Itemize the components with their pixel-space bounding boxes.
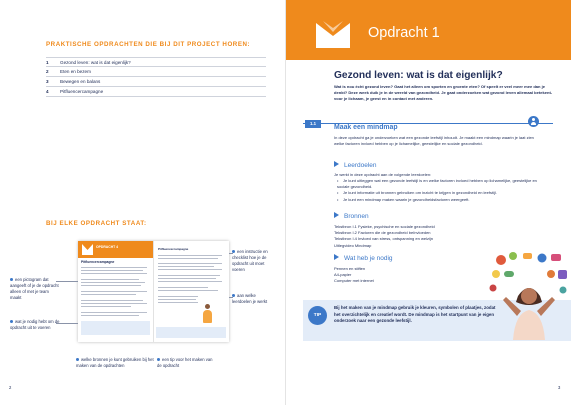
annotation-leader-line — [229, 297, 233, 298]
play-triangle-icon — [334, 212, 339, 218]
task-row — [46, 67, 266, 77]
nodig-list — [334, 266, 374, 285]
annotation-leader-line — [56, 281, 78, 282]
task-label: Pitfluencercampagne — [60, 89, 104, 94]
list-item: Uitlegvideo Mindmap — [334, 242, 372, 248]
bronnen-heading: Bronnen — [334, 212, 369, 220]
page-number: 3 — [558, 385, 561, 390]
list-item: Computer met internet — [334, 278, 374, 284]
mini-text-line — [81, 312, 147, 313]
task-number: 2 — [46, 69, 49, 74]
mini-text-line — [81, 300, 143, 301]
mini-text-line — [81, 315, 139, 316]
nodig-heading: Wat heb je nodig — [334, 254, 393, 262]
mini-text-line — [81, 294, 136, 295]
mini-gutter — [153, 241, 154, 342]
bronnen-list — [334, 224, 435, 249]
mini-text-line — [158, 299, 196, 300]
task-number: 1 — [46, 59, 49, 65]
play-triangle-icon — [334, 161, 339, 167]
task-number: 4 — [46, 89, 49, 94]
user-icon — [528, 116, 539, 127]
play-triangle-icon — [334, 254, 339, 260]
mini-text-line — [81, 267, 147, 268]
mini-text-line — [158, 263, 222, 264]
task-label: Bewegen en balans — [60, 79, 101, 84]
tip-text: Bij het maken van je mindmap gebruik je kleuren, symbolen of plaatjes, zodat het overzichtelijk en creatief wordt. De mindmap is het startpunt van je eigen onderzoek naar een gezonde leefstijl. — [334, 305, 496, 324]
mini-figure — [203, 310, 212, 323]
section-subtitle: Maak een mindmap — [334, 124, 398, 131]
task-number: 3 — [46, 79, 49, 84]
list-item: Tekstbron I.1 Fysieke, psychische en sociale gezondheid — [334, 224, 435, 229]
mini-tip-box — [156, 327, 226, 338]
task-list — [46, 57, 266, 97]
annotation-list-bottom-2 — [157, 357, 217, 369]
annotation-leader-line — [229, 253, 233, 254]
annotation-list-bottom — [76, 357, 158, 369]
section-tag: 1.1 — [305, 120, 321, 128]
annotation-list-left-2 — [10, 319, 60, 331]
list-item: • Je kunt een mindmap maken waarin je gezondheidsfactoren weergeeft. — [337, 197, 547, 203]
mini-text-line — [81, 273, 147, 274]
mini-text-line — [81, 306, 131, 307]
mini-text-line — [158, 255, 222, 256]
annotation-item: wat je nodig hebt om de opdracht uit te voeren — [10, 319, 60, 330]
bullet-dot-icon — [10, 320, 13, 323]
leerdoelen-heading: Leerdoelen — [334, 161, 377, 169]
person-illustration — [487, 250, 571, 340]
list-item: Pennen en stiften — [334, 266, 366, 271]
every-task-heading: BIJ ELKE OPDRACHT STAAT: — [46, 220, 147, 227]
mini-text-line — [81, 303, 147, 304]
mini-text-line — [81, 270, 143, 271]
mini-header-label: OPDRACHT 4 — [96, 245, 119, 249]
mini-text-line — [158, 266, 214, 267]
mini-text-line — [81, 285, 141, 286]
mini-text-line — [158, 302, 198, 303]
mini-text-line — [158, 275, 220, 276]
list-item: A4-papier — [334, 272, 352, 278]
bullet-dot-icon — [76, 358, 79, 361]
mini-text-line — [158, 258, 218, 259]
page-title: Gezond leven: wat is dat eigenlijk? — [334, 70, 503, 81]
mini-text-line — [81, 291, 147, 292]
bullet-dot-icon — [157, 358, 160, 361]
list-item: Tekstbron I.4 Invloed van stress, ontspanning en welzijn — [334, 236, 433, 242]
mini-text-line — [81, 282, 145, 283]
example-spread-thumbnail — [78, 241, 229, 342]
mini-tip-box — [81, 321, 150, 335]
opdracht-header — [286, 0, 571, 60]
annotation-leader-line — [56, 323, 78, 324]
mini-text-line — [158, 296, 198, 297]
opdracht-logo-icon — [82, 244, 93, 255]
annotation-list-left — [10, 277, 60, 301]
annotation-item: een tip voor het maken van de opdracht — [157, 357, 213, 368]
task-label: Gezond leven: wat is dat eigenlijk? — [60, 59, 131, 65]
annotation-item: welke bronnen je kunt gebruiken bij het maken van de opdrachten — [76, 357, 154, 368]
task-label: Eten en bezem — [60, 69, 91, 74]
mini-header-bar — [78, 241, 153, 258]
task-row — [46, 57, 266, 67]
annotation-item: een pictogram dat aangeeft of je de opdracht alleen of met je team maakt — [10, 277, 59, 300]
mini-text-line — [158, 281, 222, 282]
mini-title-right: Pitfluencercampagne — [158, 247, 189, 251]
list-item: Tekstbron I.2 Factoren die de gezondheid beïnvloeden — [334, 230, 431, 236]
leerdoelen-list — [337, 178, 547, 203]
list-item: • Je kunt informatie uit bronnen gebruiken om inzicht te krijgen in gezondheid en leefstijl. — [337, 190, 547, 196]
mini-figure-head — [205, 304, 210, 309]
task-row — [46, 87, 266, 97]
annotation-list-right — [232, 249, 272, 273]
tip-badge: TIP — [308, 306, 327, 325]
annotation-item: aan welke leerdoelen je werkt — [232, 293, 268, 304]
mini-text-line — [158, 278, 216, 279]
mini-text-line — [81, 279, 139, 280]
task-row — [46, 77, 266, 87]
annotation-item: een instructie en checklist hoe je de opdracht uit moet voeren — [232, 249, 268, 272]
opdracht-logo-icon — [316, 21, 350, 48]
mini-title-left: Pitfluencercampagne — [81, 260, 115, 264]
mini-text-line — [158, 287, 208, 288]
bullet-dot-icon — [10, 278, 13, 281]
header-title: Opdracht 1 — [368, 25, 440, 41]
section-description: In deze opdracht ga je onderzoeken wat een gezonde leefstijl inhoudt. Je maakt een mindmap waarin je laat zien welke factoren invloed hebben op je lichamelijke, geestelijke en sociale gezondheid. — [334, 135, 534, 147]
leerdoelen-intro: Je werkt in deze opdracht aan de volgende leerdoelen: — [334, 172, 432, 177]
annotation-list-right-2 — [232, 293, 272, 305]
right-page — [286, 0, 571, 405]
intro-paragraph: Wat is nou écht gezond leven? Gaat het alleen om sporten en groente eten? Of speelt er veel meer mee dan je denkt? Deze week duik je in de wereld van gezondheid. Je gaat onderzoeken wat gezond leven allemaal betekent- voor je lichaam, je geest en in contact met anderen. — [334, 84, 553, 102]
mini-text-line — [158, 269, 222, 270]
page-number: 2 — [9, 385, 12, 390]
mini-text-line — [158, 290, 218, 291]
tasks-heading: PRAKTISCHE OPDRACHTEN DIE BIJ DIT PROJECT HOREN: — [46, 41, 251, 48]
list-item: • Je kunt uitleggen wat een gezonde leefstijl is en welke factoren invloed hebben op lichamelijke, geestelijke en sociale gezondheid. — [337, 178, 547, 190]
